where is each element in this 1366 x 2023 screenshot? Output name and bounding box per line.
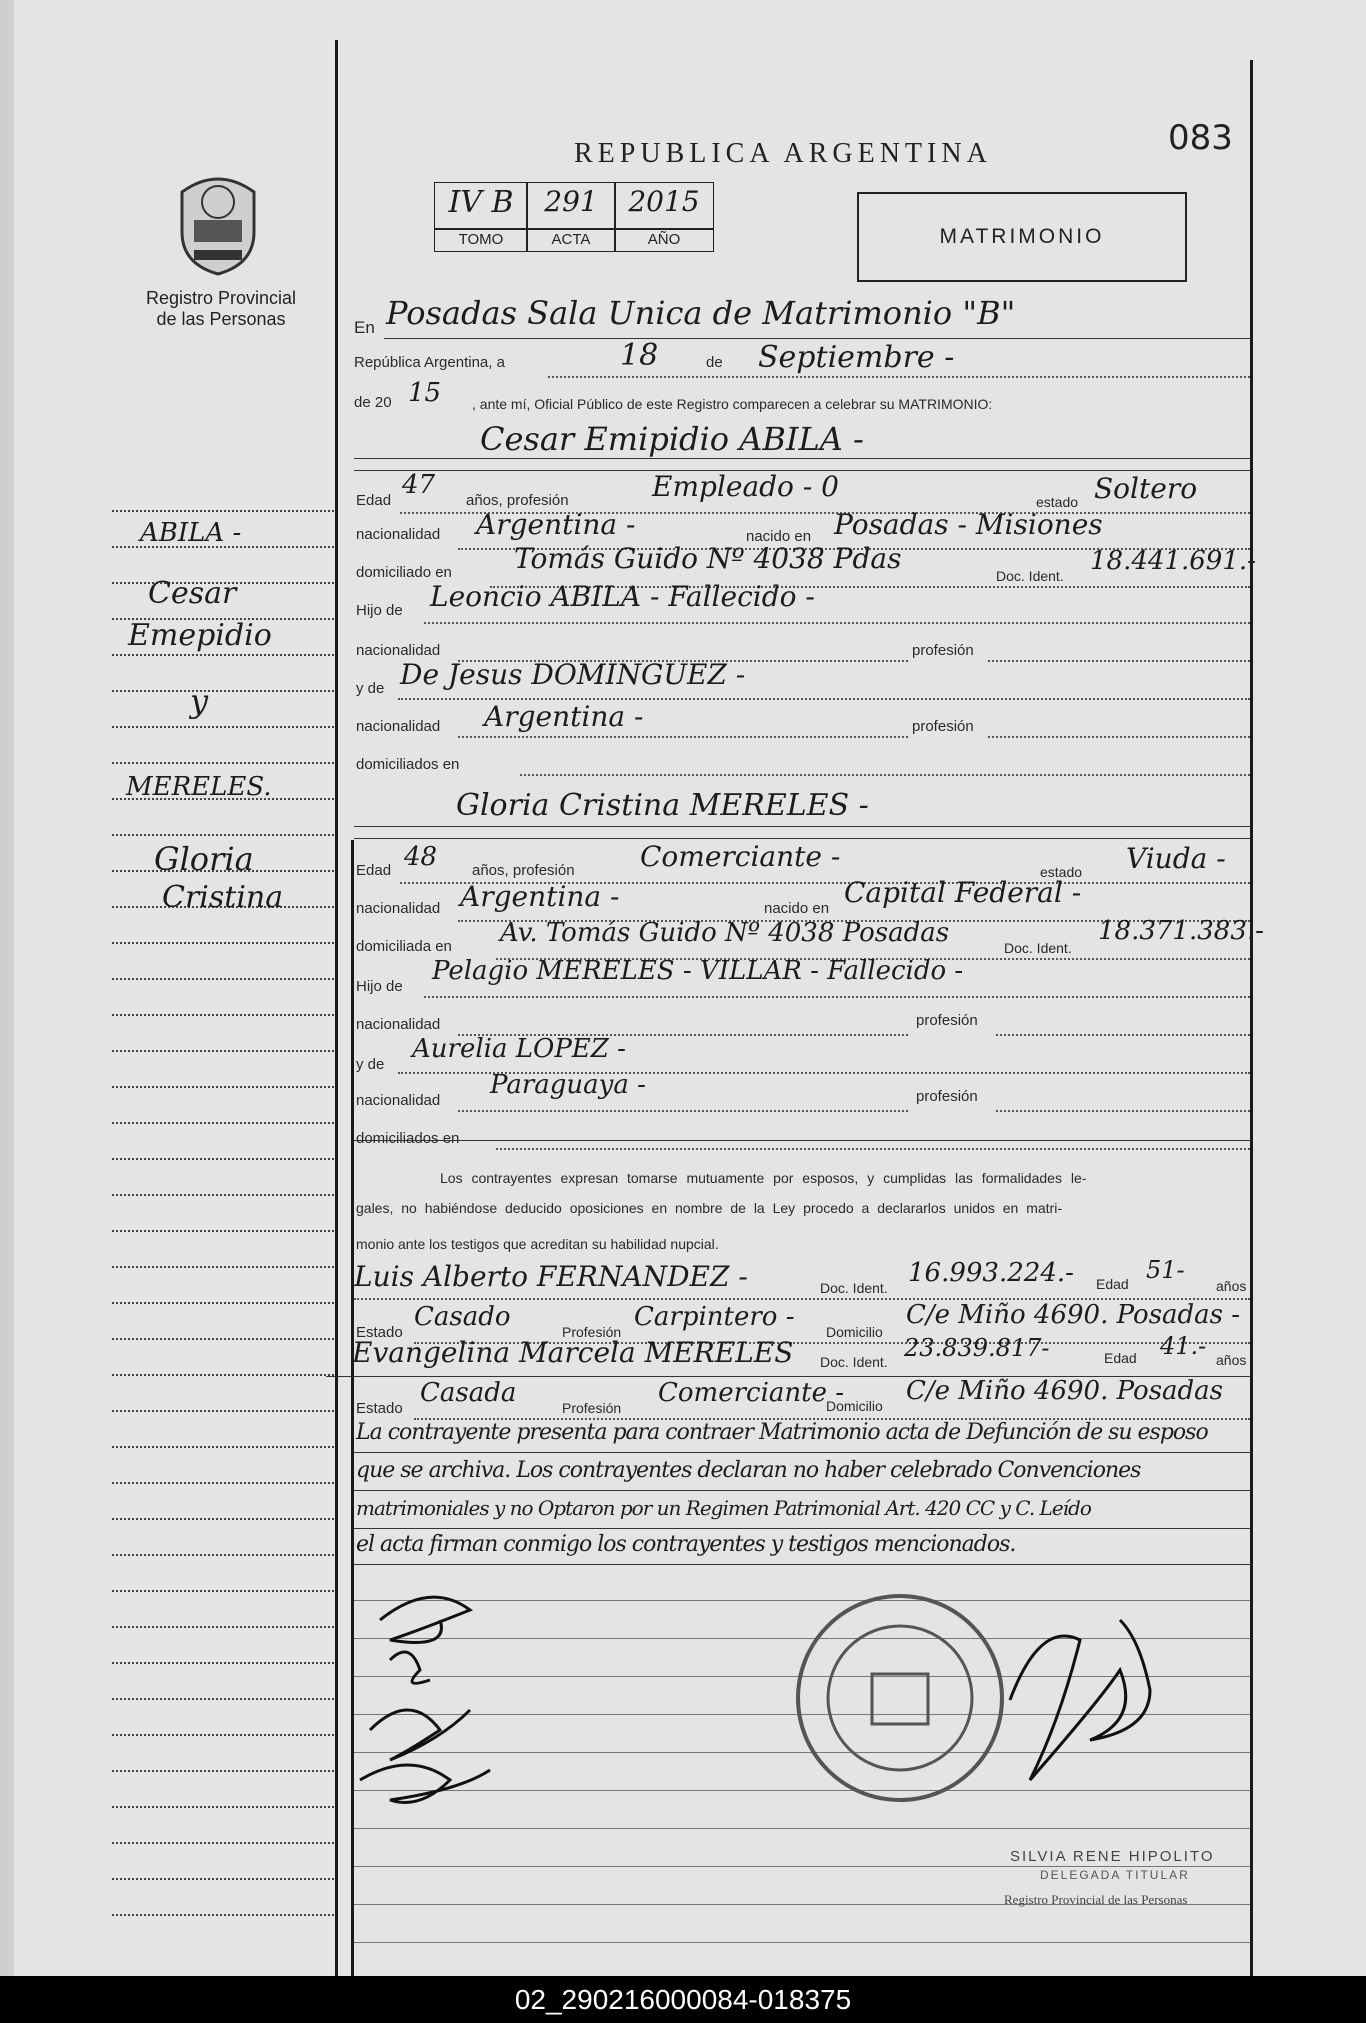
margin-surname-groom: ABILA - [140, 518, 242, 548]
registry-line1: Registro Provincial [145, 288, 297, 308]
registry-line2: de las Personas [156, 309, 286, 329]
bride-hijo-label: Hijo de [356, 978, 403, 995]
acta-label: ACTA [526, 228, 616, 252]
country-title: REPUBLICA ARGENTINA [574, 138, 992, 169]
ceremony-place: Posadas Sala Unica de Matrimonio "B" [386, 294, 1016, 332]
margin-ruled-line [112, 978, 334, 980]
official-registry: Registro Provincial de las Personas [1004, 1892, 1188, 1907]
anio-label: AÑO [614, 228, 714, 252]
margin-y: y [190, 682, 209, 720]
note-line-4: el acta firman conmigo los contrayentes y testigos mencionados. [356, 1532, 1016, 1557]
margin-ruled-line [112, 1806, 334, 1808]
declaration-line-1: Los contrayentes expresan tomarse mutuamente por esposos, y cumplidas las formalidades le- [440, 1170, 1087, 1186]
margin-ruled-line [112, 1302, 334, 1304]
groom-domiciliados-line [520, 774, 1250, 776]
margin-ruled-line [112, 726, 334, 728]
note-line-1: La contrayente presenta para contraer Matrimonio acta de Defunción de su esposo [356, 1420, 1208, 1445]
bride-name: Gloria Cristina MERELES - [456, 788, 869, 823]
intro-text: , ante mí, Oficial Público de este Registro comparecen a celebrar su MATRIMONIO: [472, 396, 993, 412]
margin-ruled-line [112, 1014, 334, 1016]
en-label: En [354, 318, 375, 337]
witness1-profesion: Carpintero - [634, 1302, 795, 1332]
groom-padre-prof-label: profesión [912, 642, 974, 659]
bride-padre-nac-label: nacionalidad [356, 1016, 441, 1033]
groom-nacido-label: nacido en [746, 528, 812, 545]
witness2-name: Evangelina Marcela MERELES [352, 1336, 794, 1369]
margin-ruled-line [112, 510, 334, 512]
binding-edge [0, 0, 14, 1976]
witness1-estado-label: Estado [356, 1324, 403, 1341]
margin-ruled-line [112, 1626, 334, 1628]
groom-edad-label: Edad [356, 492, 392, 509]
province-seal-icon [172, 172, 264, 276]
margin-ruled-line [112, 1194, 334, 1196]
witness1-dom-label: Domicilio [826, 1324, 883, 1340]
margin-ruled-line [112, 1050, 334, 1052]
bride-domicilio: Av. Tomás Guido Nº 4038 Posadas [500, 918, 950, 948]
witness2-anos-label: años [1216, 1352, 1247, 1368]
bride-madre-nac: Paraguaya - [490, 1070, 646, 1100]
groom-madre-nac: Argentina - [484, 700, 644, 733]
margin-surname-bride: MERELES. [126, 772, 272, 802]
witness1-edad: 51- [1146, 1256, 1185, 1284]
bride-padre: Pelagio MERELES - VILLAR - Fallecido - [432, 956, 964, 986]
acta-cell [526, 182, 616, 230]
margin-ruled-line [112, 1734, 334, 1736]
de-label: de [706, 354, 723, 371]
bride-section-line [354, 838, 1250, 839]
ceremony-day: 18 [620, 338, 659, 373]
margin-ruled-line [112, 1518, 334, 1520]
bride-yde-label: y de [356, 1056, 385, 1073]
bride-madre-nac-line [458, 1110, 908, 1112]
margin-ruled-line [112, 1698, 334, 1700]
margin-ruled-line [112, 1842, 334, 1844]
contrayentes-signatures-icon [350, 1580, 530, 1820]
anio-value: 2015 [628, 185, 700, 218]
bride-domiciliados-line [496, 1148, 1250, 1150]
groom-edad: 47 [402, 470, 436, 500]
groom-padre-line [424, 622, 1250, 624]
registry-name [118, 288, 324, 330]
groom-hijo-label: Hijo de [356, 602, 403, 619]
bride-nacionalidad: Argentina - [460, 880, 620, 913]
groom-madre-prof-label: profesión [912, 718, 974, 735]
margin-ruled-line [112, 762, 334, 764]
bride-doc-label: Doc. Ident. [1004, 940, 1072, 956]
official-name: SILVIA RENE HIPOLITO [1010, 1848, 1215, 1865]
page-number: 083 [1168, 118, 1233, 158]
bride-nac-label: nacionalidad [356, 900, 441, 917]
note-rule-3 [354, 1528, 1250, 1529]
groom-name: Cesar Emipidio ABILA - [480, 420, 864, 458]
witness2-doc: 23.839.817- [904, 1334, 1050, 1362]
bride-dom-label: domiciliada en [356, 938, 452, 955]
groom-profesion: Empleado - 0 [652, 470, 839, 503]
bride-edad: 48 [404, 842, 438, 872]
margin-ruled-line [112, 654, 334, 656]
groom-madre-prof-line [988, 736, 1250, 738]
witness1-domicilio: C/e Miño 4690. Posadas - [906, 1300, 1241, 1330]
margin-ruled-line [112, 1086, 334, 1088]
witness1-doc: 16.993.224.- [908, 1258, 1074, 1288]
margin-name-groom-2: Emepidio [128, 618, 272, 653]
signature-ruled-line [354, 1942, 1250, 1943]
groom-nac-label: nacionalidad [356, 526, 441, 543]
bride-profesion: Comerciante - [640, 840, 841, 873]
witness2-edad: 41.- [1160, 1332, 1207, 1360]
margin-ruled-line [112, 1446, 334, 1448]
margin-ruled-line [112, 1482, 334, 1484]
witness2-doc-label: Doc. Ident. [820, 1354, 888, 1370]
note-rule-4 [354, 1564, 1250, 1565]
margin-ruled-line [112, 834, 334, 836]
groom-padre-nac-label: nacionalidad [356, 642, 441, 659]
tomo-cell [434, 182, 528, 230]
margin-ruled-line [112, 942, 334, 944]
witness2-profesion: Comerciante - [658, 1378, 845, 1408]
witness2-dom-label: Domicilio [826, 1398, 883, 1414]
bride-madre-prof-line [996, 1110, 1250, 1112]
margin-ruled-line [112, 1158, 334, 1160]
bride-estado: Viuda - [1126, 842, 1226, 875]
bride-padre-line [424, 996, 1250, 998]
groom-dom-label: domiciliado en [356, 564, 452, 581]
groom-estado: Soltero [1094, 472, 1198, 505]
margin-name-bride-2: Cristina [162, 880, 284, 915]
bride-estado-label: estado [1040, 864, 1083, 880]
note-line-3: matrimoniales y no Optaron por un Regimen Patrimonial Art. 420 CC y C. Leído [356, 1496, 1091, 1520]
bride-edad-label: Edad [356, 862, 392, 879]
groom-madre: De Jesus DOMINGUEZ - [400, 658, 746, 691]
acta-value: 291 [544, 185, 598, 218]
note-rule-1 [354, 1452, 1250, 1453]
groom-doc-label: Doc. Ident. [996, 568, 1064, 584]
bride-section-end-line [354, 1140, 1250, 1141]
margin-ruled-line [112, 1770, 334, 1772]
groom-yde-label: y de [356, 680, 385, 697]
tomo-value: IV B [448, 185, 514, 220]
groom-padre: Leoncio ABILA - Fallecido - [430, 580, 815, 613]
margin-ruled-line [112, 1374, 334, 1376]
margin-ruled-line [112, 1914, 334, 1916]
de20-label: de 20 [354, 394, 392, 411]
date-line [548, 376, 1250, 378]
witness2-edad-label: Edad [1104, 1350, 1137, 1366]
republica-label: República Argentina, a [354, 354, 505, 371]
groom-madre-nac-label: nacionalidad [356, 718, 441, 735]
margin-ruled-line [112, 1662, 334, 1664]
witness1-estado: Casado [414, 1302, 511, 1332]
bride-madre-nac-label: nacionalidad [356, 1092, 441, 1109]
declaration-line-2: gales, no habiéndose deducido oposiciones en nombre de la Ley procedo a declararlos unidos en matri- [356, 1200, 1062, 1216]
margin-name-bride-1: Gloria [154, 840, 254, 878]
groom-name-line [354, 458, 1250, 459]
witness1-doc-label: Doc. Ident. [820, 1280, 888, 1296]
left-margin-rule [335, 40, 338, 1976]
bride-anos-profesion-label: años, profesión [472, 862, 575, 879]
margin-ruled-line [112, 1878, 334, 1880]
bride-nacido: Capital Federal - [844, 876, 1082, 909]
margin-ruled-line [112, 690, 334, 692]
signature-ruled-line [354, 1828, 1250, 1829]
bride-madre-prof-label: profesión [916, 1088, 978, 1105]
margin-name-groom-1: Cesar [148, 576, 237, 611]
groom-nacionalidad: Argentina - [476, 508, 636, 541]
groom-estado-label: estado [1036, 494, 1079, 510]
margin-ruled-line [112, 1266, 334, 1268]
groom-nacido: Posadas - Misiones [834, 508, 1103, 541]
groom-domiciliados-label: domiciliados en [356, 756, 460, 773]
witness1-name: Luis Alberto FERNANDEZ - [354, 1260, 748, 1293]
anio-cell [614, 182, 714, 230]
witness1-prof-label: Profesión [562, 1324, 622, 1340]
margin-ruled-line [112, 1230, 334, 1232]
bride-nacido-label: nacido en [764, 900, 830, 917]
official-signature-icon [970, 1580, 1170, 1810]
official-title: DELEGADA TITULAR [1040, 1868, 1190, 1882]
groom-padre-prof-line [988, 660, 1250, 662]
tomo-label: TOMO [434, 228, 528, 252]
bride-padre-prof-line [996, 1034, 1250, 1036]
place-line [384, 338, 1250, 339]
witness2-prof-label: Profesión [562, 1400, 622, 1416]
witness1-edad-label: Edad [1096, 1276, 1129, 1292]
ceremony-month: Septiembre - [758, 340, 955, 375]
bride-name-line [354, 826, 1250, 827]
margin-ruled-line [112, 1410, 334, 1412]
declaration-line-3: monio ante los testigos que acreditan su habilidad nupcial. [356, 1236, 719, 1252]
bride-madre: Aurelia LOPEZ - [412, 1034, 626, 1064]
margin-ruled-line [112, 1554, 334, 1556]
witness2-estado: Casada [420, 1378, 517, 1408]
note-rule-2 [354, 1490, 1250, 1491]
groom-anos-profesion-label: años, profesión [466, 492, 569, 509]
witness2-estado-label: Estado [356, 1400, 403, 1417]
margin-ruled-line [112, 1590, 334, 1592]
margin-ruled-line [112, 1338, 334, 1340]
groom-doc: 18.441.691.- [1090, 546, 1256, 576]
bride-padre-prof-label: profesión [916, 1012, 978, 1029]
footer-document-id: 02_290216000084-018375 [0, 1976, 1366, 2023]
right-margin-rule [1250, 60, 1253, 1976]
ceremony-year: 15 [408, 378, 442, 408]
witness1-anos-label: años [1216, 1278, 1247, 1294]
bride-domiciliados-label: domiciliados en [356, 1130, 460, 1147]
margin-ruled-line [112, 1122, 334, 1124]
act-type-box: MATRIMONIO [857, 192, 1187, 282]
note-line-2: que se archiva. Los contrayentes declaran no haber celebrado Convenciones [356, 1458, 1141, 1483]
groom-domicilio: Tomás Guido Nº 4038 Pdas [514, 542, 902, 575]
witness2-domicilio: C/e Miño 4690. Posadas [906, 1376, 1224, 1406]
signature-ruled-line [354, 1866, 1250, 1867]
groom-madre-nac-line [458, 736, 908, 738]
bride-doc: 18.371.383.- [1098, 916, 1264, 946]
